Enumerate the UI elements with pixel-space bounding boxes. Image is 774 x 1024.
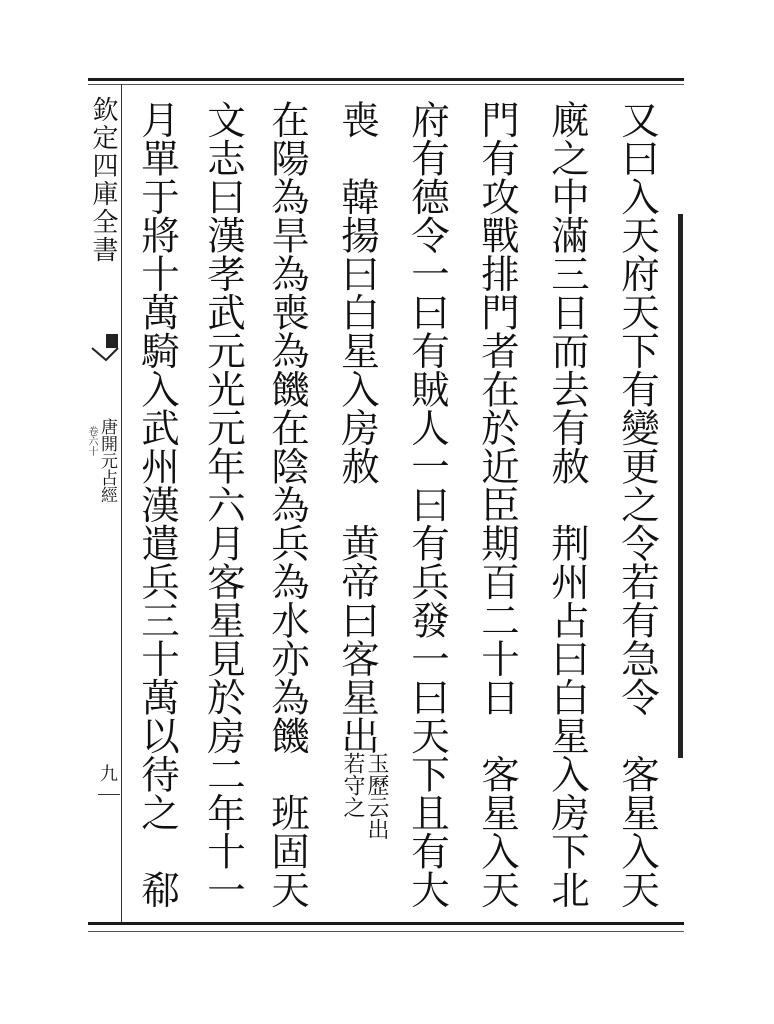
text-column-8: 月單于將十萬騎入武州漢遣兵三十萬以待之 郗 <box>135 100 180 909</box>
text-column-4: 府有德令一曰有賊人一曰有兵發一曰天下且有大 <box>405 100 450 909</box>
text-column-5: 喪 韓揚曰白星入房赦 黄帝曰客星出 <box>335 100 380 755</box>
text-column-2: 廐之中滿三日而去有赦 荆州占曰白星入房下北 <box>545 100 590 909</box>
frame-top-rule <box>88 78 684 81</box>
frame-top-inner-rule <box>88 84 684 85</box>
interlinear-note <box>326 752 388 862</box>
note-line-2: 若守之 <box>340 752 365 818</box>
text-column-7: 文志曰漢孝武元光元年六月客星見於房二年十一 <box>201 100 246 909</box>
frame-left-rule <box>121 84 122 922</box>
frame-bottom-rule <box>88 922 684 925</box>
frame-bottom-inner-rule <box>88 931 684 932</box>
page-number-rule <box>98 794 120 795</box>
margin-page-number: 九 <box>97 764 118 782</box>
text-column-6: 在陽為旱為喪為饑在陰為兵為水亦為饑 班固天 <box>265 100 310 909</box>
margin-volume: 卷六十 <box>86 426 97 456</box>
margin-book-title: 唐開元占經 <box>97 418 117 503</box>
text-column-1: 又曰入天府天下有變更之令若有急令 客星入天 <box>615 100 660 909</box>
frame-right-bar <box>678 214 683 758</box>
note-line-1: 玉歷云出 <box>364 752 389 840</box>
text-column-3: 門有攻戰排門者在於近臣期百二十日 客星入天 <box>475 100 520 909</box>
fish-tail-icon <box>90 334 120 374</box>
margin-collection-title: 欽定四庫全書 <box>88 96 118 264</box>
